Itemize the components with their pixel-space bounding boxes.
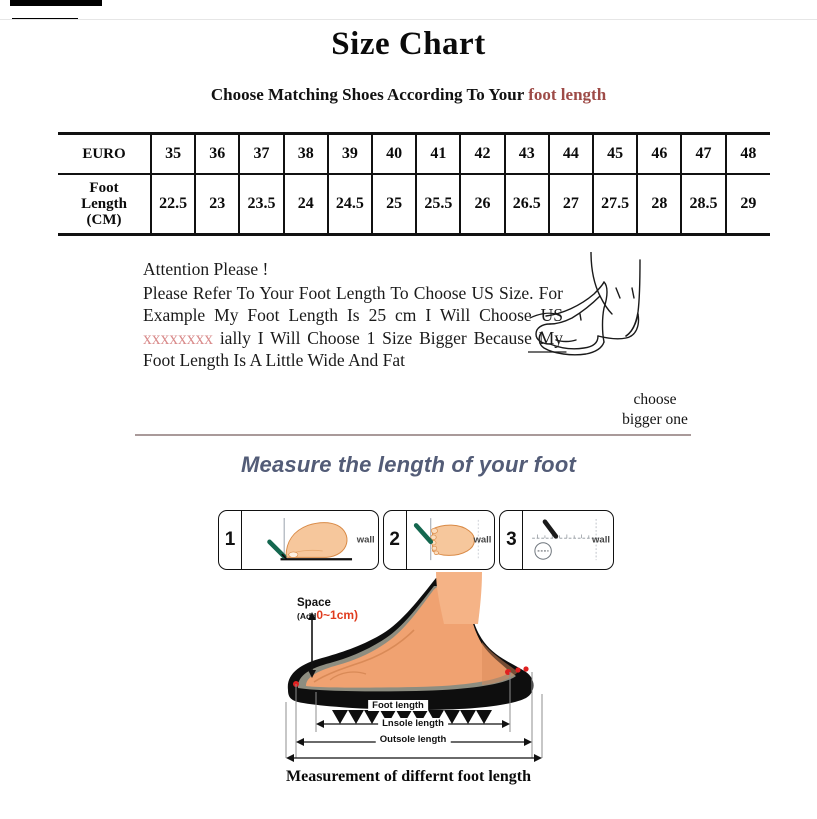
euro-cell-2: 37 (239, 134, 283, 175)
top-faint-divider (0, 19, 817, 20)
euro-cell-12: 47 (681, 134, 725, 175)
length-cell-4: 24.5 (328, 174, 372, 235)
euro-cell-10: 45 (593, 134, 637, 175)
euro-cell-7: 42 (460, 134, 504, 175)
foot-label-line1: Foot (89, 179, 119, 196)
space-label-text: Space (297, 597, 331, 609)
foot-label-line3: (CM) (86, 212, 122, 229)
measure-steps-row (218, 510, 614, 568)
callout-line-2: bigger one (622, 411, 688, 428)
step-1-illustration (242, 511, 378, 569)
length-cell-3: 24 (284, 174, 328, 235)
subtitle-text: Choose Matching Shoes According To Your (210, 85, 529, 104)
space-add-line (297, 607, 359, 623)
length-cell-8: 26.5 (505, 174, 549, 235)
step-2-wall-label: wall (473, 534, 492, 546)
row-label-euro: EURO (82, 145, 126, 162)
euro-cell-11: 46 (637, 134, 681, 175)
euro-cell-4: 39 (328, 134, 372, 175)
euro-cell-5: 40 (372, 134, 416, 175)
length-cell-1: 23 (195, 174, 239, 235)
page-subtitle (0, 85, 817, 105)
length-cell-10: 27.5 (593, 174, 637, 235)
row-label-foot-length (58, 174, 151, 235)
length-cell-2: 23.5 (239, 174, 283, 235)
euro-cell-3: 38 (284, 134, 328, 175)
length-cell-0: 22.5 (151, 174, 195, 235)
step-3-illustration (523, 511, 613, 569)
euro-cell-0: 35 (151, 134, 195, 175)
attention-text-part1: Please Refer To Your Foot Length To Choose US Size. For Example My Foot Length Is 25 cm I Will Choose US (143, 282, 563, 325)
euro-cell-1: 36 (195, 134, 239, 175)
attention-block (143, 258, 563, 372)
length-cell-12: 28.5 (681, 174, 725, 235)
length-cell-7: 26 (460, 174, 504, 235)
euro-cell-9: 44 (549, 134, 593, 175)
step-box-3 (499, 510, 614, 570)
step-box-2 (383, 510, 496, 570)
choose-bigger-callout (570, 390, 740, 430)
size-chart-table (58, 132, 770, 236)
attention-text-part2: ially I Will Choose 1 Size Bigger Because My Foot Length Is A Little Wide And Fat (143, 327, 563, 370)
length-cell-9: 27 (549, 174, 593, 235)
diagram-caption: Measurement of differnt foot length (286, 768, 531, 785)
table-row-euro (58, 134, 770, 175)
measurement-label-outsole-length: Outsole length (376, 734, 451, 745)
step-3-wall-label: wall (592, 534, 610, 546)
step-number-3: 3 (500, 511, 523, 569)
size-chart-table-wrapper (58, 132, 770, 236)
section-divider (135, 434, 691, 436)
step-2-illustration (407, 511, 495, 569)
measure-section-heading: Measure the length of your foot (241, 452, 576, 477)
space-add-prefix: (Add (297, 610, 317, 621)
callout-line-1: choose (633, 391, 677, 408)
length-cell-11: 28 (637, 174, 681, 235)
step-box-1 (218, 510, 379, 570)
attention-masked-text: xxxxxxxx (143, 327, 213, 348)
step-number-2: 2 (384, 511, 407, 569)
attention-heading: Attention Please ! (143, 259, 269, 279)
foot-outline-drawing (528, 252, 703, 387)
subtitle-highlight: foot length (528, 85, 607, 104)
euro-cell-6: 41 (416, 134, 460, 175)
attention-paragraph (143, 283, 563, 371)
space-add-value: 0~1cm) (316, 607, 359, 622)
euro-cell-13: 48 (726, 134, 770, 175)
step-1-wall-label: wall (356, 534, 375, 546)
space-add-label (297, 598, 358, 622)
euro-cell-8: 43 (505, 134, 549, 175)
page-title: Size Chart (331, 26, 486, 62)
measurement-label-insole-length: Lnsole length (378, 718, 448, 729)
measurement-label-foot-length: Foot length (368, 700, 428, 711)
top-black-bar (10, 0, 102, 6)
length-cell-13: 29 (726, 174, 770, 235)
length-cell-6: 25.5 (416, 174, 460, 235)
length-cell-5: 25 (372, 174, 416, 235)
foot-label-line2: Length (81, 195, 127, 212)
step-number-1: 1 (219, 511, 242, 569)
table-row-foot-length (58, 174, 770, 235)
